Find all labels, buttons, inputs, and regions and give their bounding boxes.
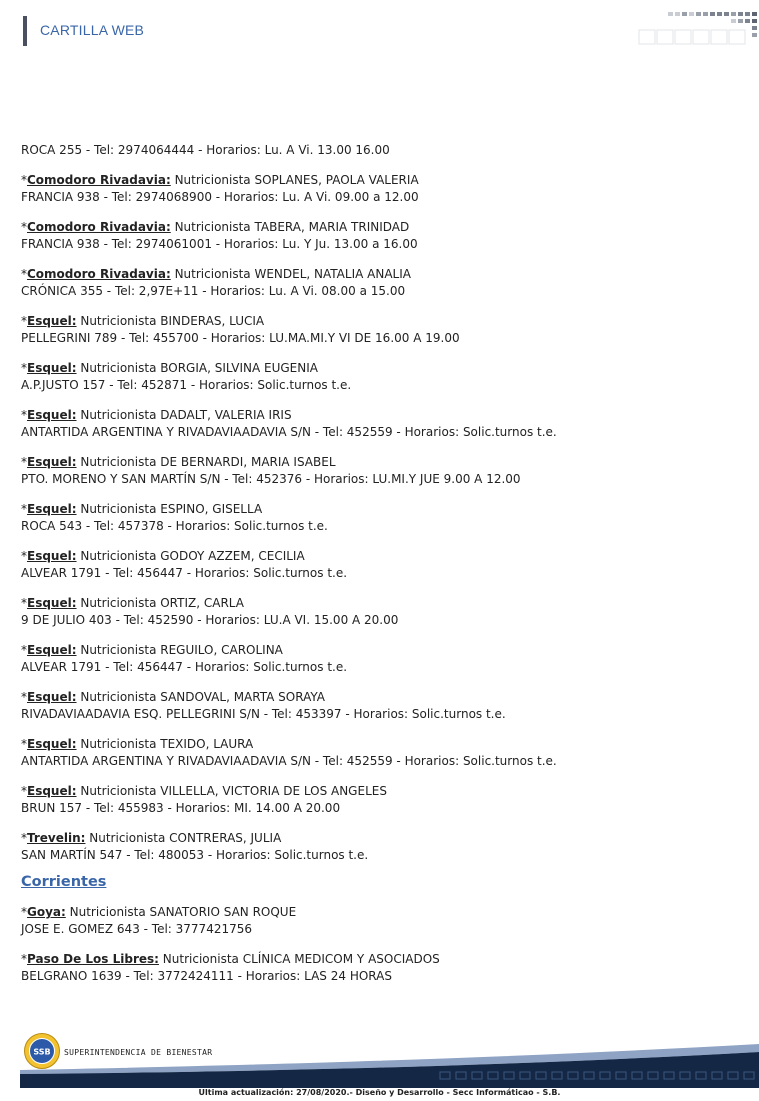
provider-entry bbox=[21, 360, 741, 394]
top-fragment-entry bbox=[21, 142, 741, 159]
entry-provider-name: Nutricionista CLÍNICA MEDICOM Y ASOCIADOS bbox=[158, 952, 440, 966]
entry-bullet: * bbox=[21, 173, 27, 187]
provider-entry bbox=[21, 689, 741, 723]
entry-provider-name: Nutricionista REGUILO, CAROLINA bbox=[76, 643, 283, 657]
page-header bbox=[0, 0, 759, 60]
entry-provider-name: Nutricionista BINDERAS, LUCIA bbox=[76, 314, 265, 328]
entry-city-link[interactable]: Comodoro Rivadavia: bbox=[27, 267, 171, 281]
entry-provider-name: Nutricionista SANDOVAL, MARTA SORAYA bbox=[76, 690, 325, 704]
entry-address: SAN MARTÍN 547 - Tel: 480053 - Horarios: Solic.turnos t.e. bbox=[21, 848, 369, 862]
entry-bullet: * bbox=[21, 267, 27, 281]
entry-provider-line bbox=[21, 266, 741, 283]
entry-city-link[interactable]: Esquel: bbox=[27, 361, 77, 375]
entry-provider-name: Nutricionista DE BERNARDI, MARIA ISABEL bbox=[76, 455, 336, 469]
provider-entry bbox=[21, 407, 741, 441]
entry-provider-line bbox=[21, 642, 741, 659]
entry-city-link[interactable]: Esquel: bbox=[27, 596, 77, 610]
entry-provider-line bbox=[21, 689, 741, 706]
entry-city-link[interactable]: Esquel: bbox=[27, 549, 77, 563]
entry-city-link[interactable]: Esquel: bbox=[27, 455, 77, 469]
entry-address: JOSE E. GOMEZ 643 - Tel: 3777421756 bbox=[21, 922, 252, 936]
entry-provider-line bbox=[21, 736, 741, 753]
entry-city-link[interactable]: Goya: bbox=[27, 905, 66, 919]
entry-provider-name: Nutricionista SOPLANES, PAOLA VALERIA bbox=[170, 173, 419, 187]
entry-bullet: * bbox=[21, 502, 27, 516]
entry-address: ALVEAR 1791 - Tel: 456447 - Horarios: Solic.turnos t.e. bbox=[21, 566, 348, 580]
provider-entry bbox=[21, 172, 741, 206]
provider-entry bbox=[21, 642, 741, 676]
provider-listing bbox=[21, 142, 741, 998]
entry-address: BELGRANO 1639 - Tel: 3772424111 - Horarios: LAS 24 HORAS bbox=[21, 969, 392, 983]
entry-city-link[interactable]: Esquel: bbox=[27, 690, 77, 704]
entry-address: ANTARTIDA ARGENTINA Y RIVADAVIAADAVIA S/N - Tel: 452559 - Horarios: Solic.turnos t.e. bbox=[21, 754, 557, 768]
entry-bullet: * bbox=[21, 549, 27, 563]
entry-bullet: * bbox=[21, 408, 27, 422]
entry-address: PELLEGRINI 789 - Tel: 455700 - Horarios: LU.MA.MI.Y VI DE 16.00 A 19.00 bbox=[21, 331, 460, 345]
entry-provider-line bbox=[21, 830, 741, 847]
entry-address: ALVEAR 1791 - Tel: 456447 - Horarios: Solic.turnos t.e. bbox=[21, 660, 348, 674]
entry-provider-name: Nutricionista DADALT, VALERIA IRIS bbox=[76, 408, 292, 422]
header-accent-bar bbox=[23, 16, 27, 46]
provider-entry bbox=[21, 313, 741, 347]
entry-provider-line bbox=[21, 783, 741, 800]
entry-address: RIVADAVIAADAVIA ESQ. PELLEGRINI S/N - Tel: 453397 - Horarios: Solic.turnos t.e. bbox=[21, 707, 506, 721]
entry-city-link[interactable]: Esquel: bbox=[27, 502, 77, 516]
entry-city-link[interactable]: Esquel: bbox=[27, 314, 77, 328]
entry-address: ANTARTIDA ARGENTINA Y RIVADAVIAADAVIA S/N - Tel: 452559 - Horarios: Solic.turnos t.e. bbox=[21, 425, 557, 439]
entry-city-link[interactable]: Esquel: bbox=[27, 784, 77, 798]
header-title: CARTILLA WEB bbox=[40, 22, 145, 38]
provider-entry bbox=[21, 830, 741, 864]
footer-organization-name: SUPERINTENDENCIA DE BIENESTAR bbox=[64, 1048, 213, 1057]
provider-entry bbox=[21, 904, 741, 938]
entry-provider-line bbox=[21, 172, 741, 189]
provider-entry bbox=[21, 736, 741, 770]
footer-update-text: Ultima actualización: 27/08/2020.- Diseño y Desarrollo - Secc Informáticao - S.B. bbox=[198, 1088, 561, 1097]
entry-bullet: * bbox=[21, 314, 27, 328]
entry-city-link[interactable]: Esquel: bbox=[27, 643, 77, 657]
entry-provider-name: Nutricionista CONTRERAS, JULIA bbox=[85, 831, 282, 845]
entry-provider-line bbox=[21, 407, 741, 424]
footer-decorative-band bbox=[20, 1038, 759, 1088]
entry-bullet: * bbox=[21, 596, 27, 610]
entry-bullet: * bbox=[21, 455, 27, 469]
entry-provider-line bbox=[21, 454, 741, 471]
provider-entry bbox=[21, 595, 741, 629]
entry-address: ROCA 543 - Tel: 457378 - Horarios: Solic.turnos t.e. bbox=[21, 519, 328, 533]
entry-bullet: * bbox=[21, 643, 27, 657]
entry-city-link[interactable]: Trevelin: bbox=[27, 831, 86, 845]
provider-entry bbox=[21, 219, 741, 253]
entry-bullet: * bbox=[21, 220, 27, 234]
entry-provider-name: Nutricionista WENDEL, NATALIA ANALIA bbox=[170, 267, 411, 281]
entry-address: 9 DE JULIO 403 - Tel: 452590 - Horarios: LU.A VI. 15.00 A 20.00 bbox=[21, 613, 399, 627]
entry-provider-line bbox=[21, 951, 741, 968]
entry-address: A.P.JUSTO 157 - Tel: 452871 - Horarios: Solic.turnos t.e. bbox=[21, 378, 352, 392]
entry-bullet: * bbox=[21, 361, 27, 375]
entry-provider-name: Nutricionista ESPINO, GISELLA bbox=[76, 502, 263, 516]
entry-provider-line bbox=[21, 360, 741, 377]
entry-provider-name: Nutricionista SANATORIO SAN ROQUE bbox=[65, 905, 297, 919]
entry-provider-name: Nutricionista TABERA, MARIA TRINIDAD bbox=[170, 220, 410, 234]
entry-city-link[interactable]: Paso De Los Libres: bbox=[27, 952, 159, 966]
entry-provider-line bbox=[21, 904, 741, 921]
entry-city-link[interactable]: Esquel: bbox=[27, 408, 77, 422]
entry-provider-name: Nutricionista BORGIA, SILVINA EUGENIA bbox=[76, 361, 318, 375]
entry-address: BRUN 157 - Tel: 455983 - Horarios: MI. 14.00 A 20.00 bbox=[21, 801, 341, 815]
header-pattern-graphic bbox=[638, 10, 759, 46]
entry-address: ROCA 255 - Tel: 2974064444 - Horarios: Lu. A Vi. 13.00 16.00 bbox=[21, 143, 390, 157]
entry-bullet: * bbox=[21, 690, 27, 704]
entry-bullet: * bbox=[21, 737, 27, 751]
entry-bullet: * bbox=[21, 905, 27, 919]
entry-provider-name: Nutricionista VILLELLA, VICTORIA DE LOS ANGELES bbox=[76, 784, 387, 798]
provider-entry bbox=[21, 783, 741, 817]
entry-city-link[interactable]: Comodoro Rivadavia: bbox=[27, 173, 171, 187]
entry-provider-name: Nutricionista TEXIDO, LAURA bbox=[76, 737, 254, 751]
entry-city-link[interactable]: Comodoro Rivadavia: bbox=[27, 220, 171, 234]
provider-entry bbox=[21, 266, 741, 300]
entry-provider-line bbox=[21, 219, 741, 236]
entry-provider-line bbox=[21, 313, 741, 330]
entry-bullet: * bbox=[21, 952, 27, 966]
entry-provider-name: Nutricionista GODOY AZZEM, CECILIA bbox=[76, 549, 305, 563]
provider-entry bbox=[21, 951, 741, 985]
provider-entry bbox=[21, 501, 741, 535]
entry-provider-line bbox=[21, 501, 741, 518]
entry-address: PTO. MORENO Y SAN MARTÍN S/N - Tel: 452376 - Horarios: LU.MI.Y JUE 9.00 A 12.00 bbox=[21, 472, 521, 486]
provider-entry bbox=[21, 454, 741, 488]
entry-bullet: * bbox=[21, 831, 27, 845]
entry-provider-line bbox=[21, 548, 741, 565]
seal-text: SSB bbox=[33, 1047, 51, 1057]
entry-address: FRANCIA 938 - Tel: 2974061001 - Horarios: Lu. Y Ju. 13.00 a 16.00 bbox=[21, 237, 418, 251]
entry-provider-name: Nutricionista ORTIZ, CARLA bbox=[76, 596, 244, 610]
entry-provider-line bbox=[21, 595, 741, 612]
province-heading[interactable]: Corrientes bbox=[21, 874, 107, 890]
entry-address: CRÓNICA 355 - Tel: 2,97E+11 - Horarios: Lu. A Vi. 08.00 a 15.00 bbox=[21, 284, 406, 298]
provider-entry bbox=[21, 548, 741, 582]
entry-bullet: * bbox=[21, 784, 27, 798]
entry-city-link[interactable]: Esquel: bbox=[27, 737, 77, 751]
entry-address: FRANCIA 938 - Tel: 2974068900 - Horarios: Lu. A Vi. 09.00 a 12.00 bbox=[21, 190, 419, 204]
